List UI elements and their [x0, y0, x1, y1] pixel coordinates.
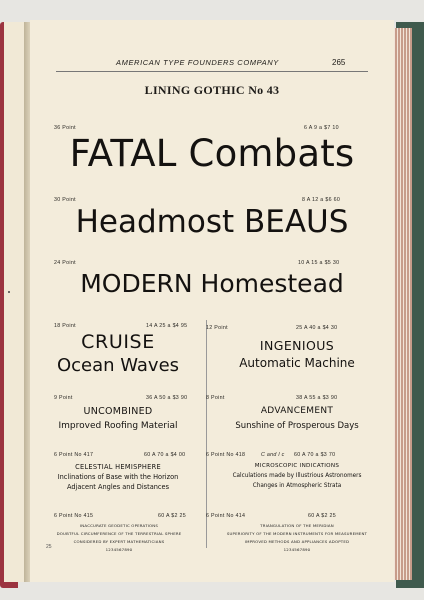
size-label-9: 9 Point	[54, 395, 73, 401]
price-12: 25 A 40 a $4 30	[296, 325, 338, 331]
size-label-6-414: 6 Point No 414	[206, 513, 246, 519]
size-label-30: 30 Point	[54, 197, 76, 203]
catalog-page	[30, 20, 394, 582]
specimen-6-414-line1: TRIANGULATION OF THE MERIDIAN	[260, 523, 334, 528]
specimen-9-mixed: Improved Roofing Material	[58, 421, 178, 431]
price-6-415: 60 A $2 25	[158, 513, 187, 519]
margin-mark	[8, 291, 10, 293]
specimen-12-caps: INGENIOUS	[259, 338, 335, 353]
specimen-6-415-line1: INACCURATE GEODETIC OPERATIONS	[79, 523, 159, 528]
price-6-418: 60 A 70 a $3 70	[294, 452, 336, 458]
specimen-6-417-line2: Inclinations of Base with the Horizon	[57, 473, 179, 481]
price-36: 6 A 9 a $7 10	[304, 125, 339, 131]
specimen-6-414-numerals: 1234567890	[283, 547, 311, 552]
price-9: 36 A 50 a $3 90	[146, 395, 188, 401]
specimen-36: FATAL Combats	[69, 132, 355, 175]
specimen-6-418-line3: Changes in Atmospheric Strata	[252, 483, 342, 489]
size-label-6-418: 6 Point No 418	[206, 452, 246, 458]
price-6-417: 60 A 70 a $4 00	[144, 452, 186, 458]
specimen-30: Headmost BEAUS	[75, 204, 349, 240]
size-label-12: 12 Point	[206, 325, 228, 331]
size-label-24: 24 Point	[54, 260, 76, 266]
price-8: 38 A 55 a $3 90	[296, 395, 338, 401]
page-edges	[392, 28, 412, 580]
running-title: AMERICAN TYPE FOUNDERS COMPANY	[116, 58, 279, 67]
specimen-6-417-line3: Adjacent Angles and Distances	[66, 483, 170, 491]
size-label-18: 18 Point	[54, 323, 76, 329]
footnote-mark: 25	[46, 544, 52, 550]
typeface-title: LINING GOTHIC No 43	[144, 83, 280, 97]
specimen-18-mixed: Ocean Waves	[56, 355, 180, 376]
specimen-8-caps: ADVANCEMENT	[260, 406, 334, 416]
specimen-6-417-caps: CELESTIAL HEMISPHERE	[75, 463, 161, 471]
note-6-418: C and l c	[261, 452, 285, 458]
specimen-6-414-line2: SUPERIORITY OF THE MODERN INSTRUMENTS FOR MEASUREMENT	[226, 531, 368, 536]
specimen-9-caps: UNCOMBINED	[83, 406, 153, 417]
specimen-6-418-caps: MICROSCOPIC INDICATIONS	[254, 463, 340, 469]
specimen-6-415-line2: DOUBTFUL CIRCUMFERENCE OF THE TERRESTRIAL SPHERE	[56, 531, 182, 536]
size-label-6-415: 6 Point No 415	[54, 513, 94, 519]
specimen-6-415-numerals: 1234567890	[105, 547, 133, 552]
specimen-12-mixed: Automatic Machine	[239, 356, 355, 370]
specimen-6-415-line3: CONSIDERED BY EXPERT MATHEMATICIANS	[73, 539, 165, 544]
header-rule	[56, 71, 368, 72]
specimen-8-mixed: Sunshine of Prosperous Days	[235, 421, 359, 431]
price-6-414: 60 A $2 25	[308, 513, 337, 519]
specimen-24: MODERN Homestead	[80, 269, 344, 298]
size-label-36: 36 Point	[54, 125, 76, 131]
specimen-6-418-line2: Calculations made by Illustrious Astronomers	[232, 473, 362, 479]
size-label-8: 8 Point	[206, 395, 225, 401]
price-30: 8 A 12 a $6 60	[302, 197, 341, 203]
price-24: 10 A 15 a $5 30	[298, 260, 340, 266]
size-label-6-417: 6 Point No 417	[54, 452, 94, 458]
specimen-6-414-line3: IMPROVED METHODS AND APPLIANCES ADOPTED	[244, 539, 350, 544]
specimen-18-caps: CRUISE	[81, 331, 155, 353]
page-number: 265	[332, 58, 346, 67]
price-18: 14 A 25 a $4 95	[146, 323, 188, 329]
